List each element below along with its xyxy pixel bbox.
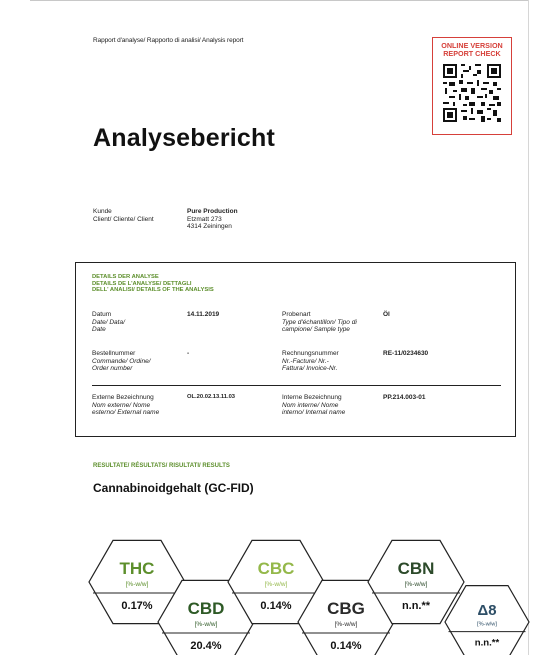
cannabinoid-unit: [%-w/w] (477, 621, 497, 628)
cannabinoid-name: CBD (187, 599, 225, 618)
results-title: Cannabinoidgehalt (GC-FID) (93, 481, 254, 495)
cannabinoid-value: 0.14% (260, 600, 292, 612)
cannabinoid-name: CBG (327, 599, 365, 618)
report-header: Rapport d'analyse/ Rapporto di analisi/ Analysis report (93, 37, 244, 44)
client-name: Pure Production (187, 208, 238, 215)
order-number-label-en: Order number (92, 365, 133, 373)
external-name-value: OL.20.02.13.11.03 (187, 394, 236, 400)
date-label-en: Date (92, 326, 106, 334)
sample-type-value: Öl (383, 311, 390, 318)
qr-caption-line-1: ONLINE VERSION (441, 41, 503, 50)
sample-type-label-fr-it: Type d'échantillon/ Tipo di (282, 318, 357, 326)
cannabinoid-value: n.n.** (401, 600, 431, 612)
internal-name-label-fr-it: Nom interne/ Nome (282, 401, 339, 409)
cannabinoid-value: 0.17% (121, 600, 153, 612)
cannabinoid-unit: [%-w/w] (125, 581, 149, 588)
invoice-number-label-de: Rechnungsnummer (282, 350, 339, 357)
order-number-label-fr-it: Commande/ Ordine/ (92, 357, 151, 365)
cannabinoid-value: 20.4% (190, 640, 222, 652)
cannabinoid-name: CBN (397, 559, 435, 578)
invoice-number-label-fr-it: Nr.-Facture/ Nr.- (282, 357, 329, 365)
external-name-label-en: esterno/ External name (92, 409, 160, 417)
cannabinoid-unit: [%-w/w] (194, 621, 218, 628)
date-label-fr-it: Date/ Data/ (92, 318, 125, 326)
external-name-label-fr-it: Nom externe/ Nome (92, 401, 151, 409)
sample-type-label-de: Probenart (282, 311, 311, 318)
order-number-label-de: Bestellnummer (92, 350, 136, 357)
cannabinoid-unit: [%-w/w] (334, 621, 358, 628)
cannabinoid-name: CBC (257, 559, 295, 578)
external-name-label-de: Externe Bezeichnung (92, 394, 154, 401)
internal-name-value: PP.214.003-01 (383, 394, 426, 401)
details-heading-1: DETAILS DER ANALYSE (92, 274, 159, 280)
qr-caption-line-2: REPORT CHECK (443, 49, 501, 58)
order-number-value: - (187, 350, 190, 357)
results-heading: RESULTATE/ RÉSULTATS/ RISULTATI/ RESULTS (93, 463, 230, 469)
internal-name-label-de: Interne Bezeichnung (282, 394, 342, 401)
cannabinoid-value: 0.14% (330, 640, 362, 652)
cannabinoid-unit: [%-w/w] (264, 581, 288, 588)
client-label-de: Kunde (93, 208, 112, 215)
internal-name-label-en: interno/ Internal name (282, 409, 346, 417)
sample-type-label-en: campione/ Sample type (282, 326, 350, 334)
client-city: 4314 Zeiningen (187, 223, 232, 230)
details-heading-2: DETAILS DE L'ANALYSE/ DETTAGLI (92, 280, 192, 287)
client-street: Etzmatt 273 (187, 215, 222, 223)
cannabinoid-value: n.n.** (474, 637, 500, 649)
invoice-number-label-en: Fattura/ Invoice-Nr. (282, 365, 338, 373)
date-label-de: Datum (92, 311, 112, 318)
cannabinoid-unit: [%-w/w] (404, 581, 428, 588)
invoice-number-value: RE-11/0234630 (383, 350, 429, 357)
client-label-multi: Client/ Cliente/ Client (93, 215, 154, 223)
date-value: 14.11.2019 (187, 311, 220, 318)
details-heading-3: DELL' ANALISI/ DETAILS OF THE ANALYSIS (92, 287, 214, 294)
cannabinoid-name: Δ8 (477, 603, 497, 619)
cannabinoid-name: THC (119, 559, 155, 578)
hexagon-8 (445, 586, 529, 655)
page-title: Analysebericht (93, 124, 276, 152)
